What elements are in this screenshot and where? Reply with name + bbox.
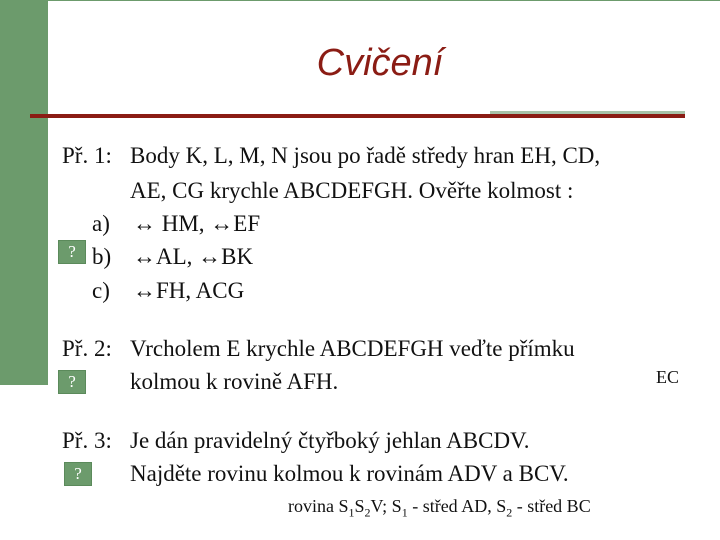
ex1-item-c-letter: c) bbox=[92, 278, 110, 303]
slide-title: Cvičení bbox=[316, 42, 444, 84]
ex2-text-line1: Vrcholem E krychle ABCDEFGH veďte přímku bbox=[130, 336, 575, 361]
ex1-item-a-letter: a) bbox=[92, 211, 110, 236]
ex1-text-line2: AE, CG krychle ABCDEFGH. Ověřte kolmost : bbox=[130, 178, 574, 203]
ex3-hint-button[interactable]: ? bbox=[64, 462, 92, 486]
ex1-item-c-text: ↔FH, ACG bbox=[133, 278, 245, 303]
ex3-answer-sub2: 2 bbox=[364, 505, 371, 520]
title-underline-accent bbox=[490, 111, 685, 114]
ex3-label: Př. 3: bbox=[62, 428, 112, 453]
ex1-item-a-text: ↔ HM, ↔EF bbox=[133, 211, 261, 236]
ex3-answer-sub3: 1 bbox=[401, 505, 408, 520]
ex1-hint-button[interactable]: ? bbox=[58, 240, 86, 264]
ex2-hint-button[interactable]: ? bbox=[58, 370, 86, 394]
ex3-text-line2: Najděte rovinu kolmou k rovinám ADV a BCV. bbox=[130, 461, 569, 486]
ex2-label: Př. 2: bbox=[62, 336, 112, 361]
top-border-line bbox=[0, 0, 720, 1]
ex3-answer-part1: rovina S bbox=[288, 496, 349, 516]
ex3-answer-sub4: 2 bbox=[506, 505, 513, 520]
ex1-item-b-letter: b) bbox=[92, 244, 112, 269]
ex1-text-line1: Body K, L, M, N jsou po řadě středy hran EH, CD, bbox=[130, 143, 601, 168]
ex2-text-line2: kolmou k rovině AFH. bbox=[130, 369, 339, 394]
ex1-item-b-text: ↔AL, ↔BK bbox=[133, 244, 254, 269]
ex2-answer: EC bbox=[656, 367, 680, 387]
ex3-text-line1: Je dán pravidelný čtyřboký jehlan ABCDV. bbox=[130, 428, 530, 453]
ex3-answer-sub1: 1 bbox=[348, 505, 355, 520]
ex3-answer-part2: S bbox=[354, 496, 365, 516]
ex3-answer-part4: - střed AD, S bbox=[407, 496, 507, 516]
ex3-answer bbox=[288, 496, 591, 521]
ex1-label: Př. 1: bbox=[62, 143, 112, 168]
ex3-answer-part5: - střed BC bbox=[512, 496, 591, 516]
title-underline bbox=[30, 114, 685, 118]
ex3-answer-part3: V; S bbox=[370, 496, 402, 516]
